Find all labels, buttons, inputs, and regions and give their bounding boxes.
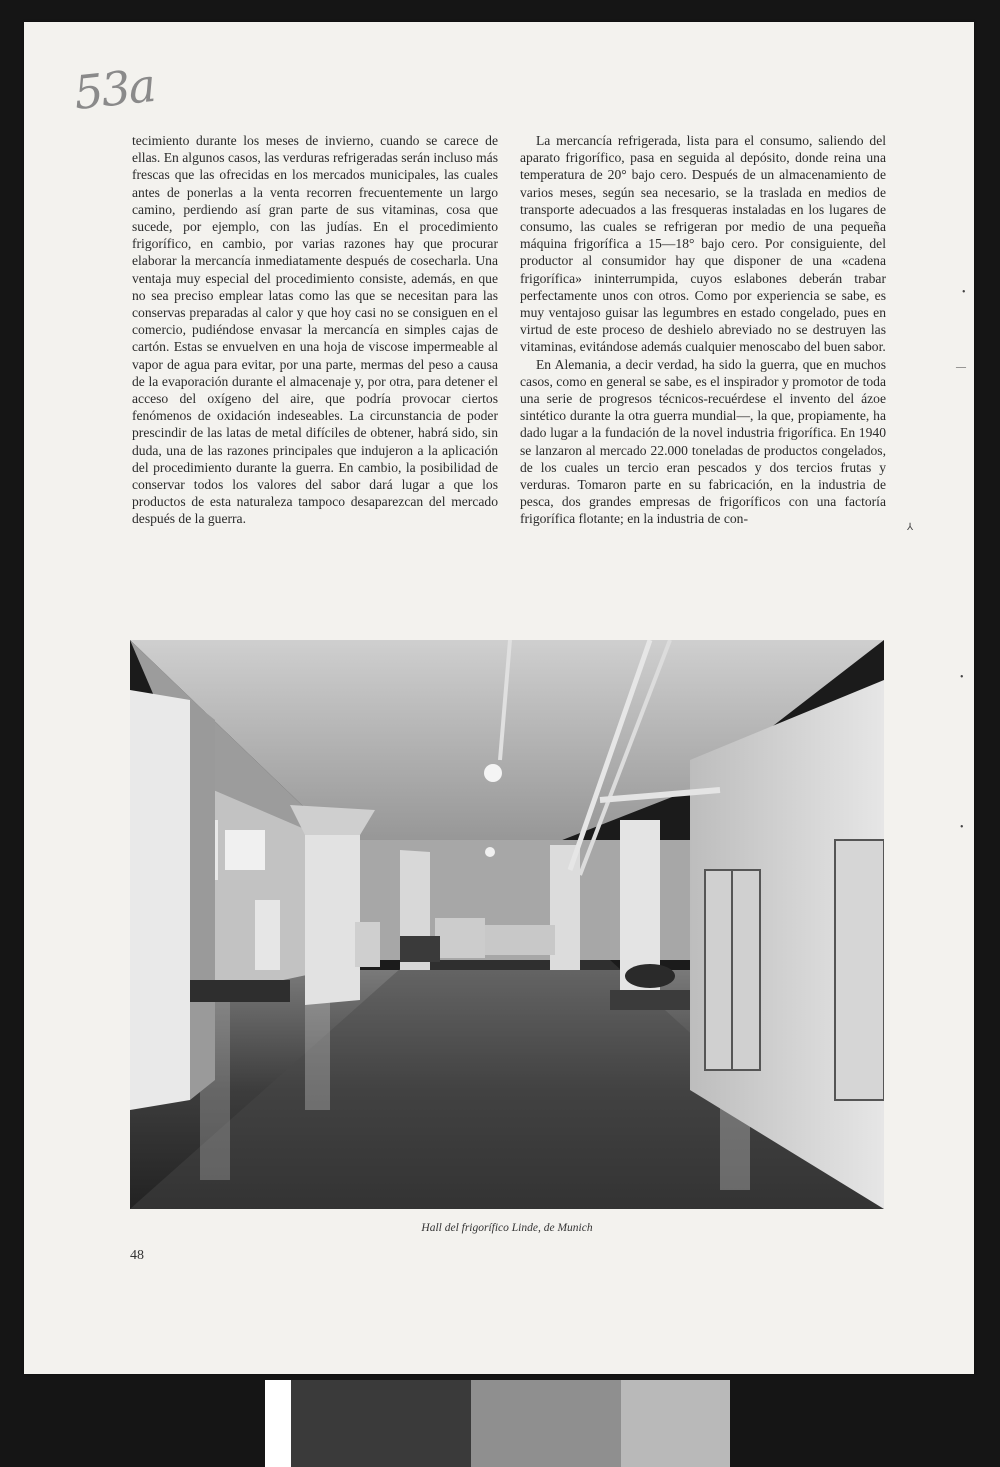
swatch-dark [291,1380,471,1467]
swatch-white [265,1380,291,1467]
margin-mark: • [960,822,964,833]
page-number: 48 [130,1248,144,1263]
paragraph: La mercancía refrigerada, lista para el consumo, saliendo del aparato frigorífico, pasa en seguida al depósito, donde reina una temperatura de 20° bajo cero. Después de un almacenamiento de varios meses, según sea necesario, se la traslada en medios de transporte adecuados a las fresqueras instaladas en los lugares de consumo, las cuales se refrigeran por medio de una pequeña máquina frigorífica a 15—18° bajo cero. Por consiguiente, del productor al consumidor hay que disponer de una «cadena frigorífica» ininterrumpida, cuyos eslabones deberán trabar perfectamente unos con otros. Como por experiencia se sabe, es muy ventajoso guisar las legumbres en estado congelado, pues en virtud de este proceso de deshielo abreviado no se destruyen las vitaminas, evitándose además cualquier menoscabo del buen sabor. [520,133,886,355]
text-column-right [520,132,886,528]
margin-mark: — [956,362,966,373]
swatch-light-gray [621,1380,730,1467]
margin-mark: • [960,672,964,683]
paragraph: En Alemania, a decir verdad, ha sido la guerra, que en muchos casos, como en general se sabe, es el inspirador y promotor de toda una serie de progresos técnicos-recuérdese el invento del ázoe sintético durante la otra guerra mundial—, la que, propiamente, ha dado lugar a la fundación de la novel industria frigorífica. En 1940 se lanzaron al mercado 22.000 toneladas de productos congelados, de los cuales un tercio eran pescados y dos tercios frutas y verduras. Tomaron parte en su fabricación, en la industria de pesca, dos grandes empresas de frigoríficos con una factoría frigorífica flotante; en la industria de con- [520,356,886,527]
text-column-left [132,132,498,528]
swatch-gray [471,1380,621,1467]
color-calibration-strip [265,1380,730,1467]
document-page [24,22,974,1374]
handwritten-note: 53a [71,57,157,121]
margin-mark: ⅄ [907,522,914,533]
margin-mark: • [962,287,966,298]
photo-caption: Hall del frigorífico Linde, de Munich [421,1222,593,1234]
hall-photograph [130,640,884,1209]
paragraph: tecimiento durante los meses de invierno, cuando se carece de ellas. En algunos casos, las verduras refrigeradas serán incluso más frescas que las ofrecidas en los mercados municipales, las cuales antes de ponerlas a la venta recorren frecuentemente un largo camino, perdiendo así gran parte de sus vitaminas, cosa que sucede, por ejemplo, con las judías. En el procedimiento frigorífico, en cambio, por varias razones hay que procurar elaborar la mercancía inmediatamente después de cosecharla. Una ventaja muy especial del procedimiento consiste, además, en que no sea preciso emplear latas como las que se necesitan para las conservas preparadas al calor y que hoy casi no se consiguen en el comercio, pudiéndose envasar la mercancía en simples cajas de cartón. Estas se envuelven en una hoja de viscose impermeable al vapor de agua para evitar, por una parte, mermas del peso a causa de la evaporación durante el almacenaje y, por otra, para detener el acceso del oxígeno del aire, que podría provocar ciertos fenómenos de oxidación indeseables. La circunstancia de poder prescindir de las latas de metal difíciles de obtener, habrá sido, sin duda, una de las razones principales que indujeron a la aplicación del procedimiento durante la guerra. En cambio, la posibilidad de conservar todos los valores del sabor dará lugar a que los productos de esta naturaleza tampoco desaparezcan del mercado después de la guerra. [132,133,498,527]
